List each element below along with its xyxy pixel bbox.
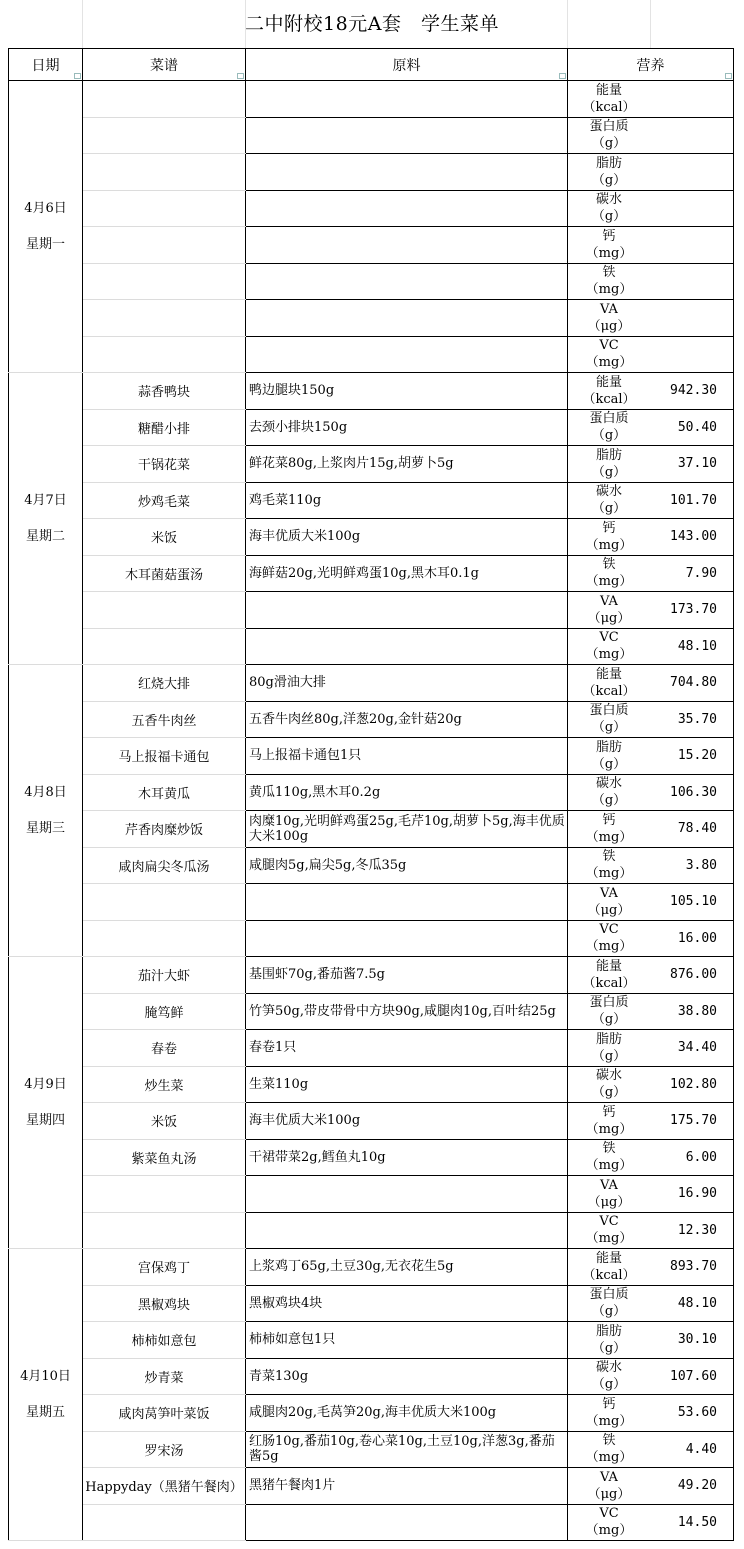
nutrient-value-cell[interactable]: 7.90 [651,555,734,592]
ingredients-cell[interactable] [246,300,568,337]
nutrient-label-cell[interactable]: 钙 （mg） [568,1103,651,1140]
dish-cell[interactable]: 米饭 [83,519,246,556]
table-row [9,519,734,556]
dish-cell[interactable]: 炒青菜 [83,1358,246,1395]
menu-body [9,81,734,1541]
table-row [9,482,734,519]
table-row [9,1395,734,1432]
nutrient-value-cell[interactable]: 15.20 [651,738,734,775]
table-row [9,665,734,702]
table-row [9,263,734,300]
ingredients-cell[interactable] [246,1212,568,1249]
table-row [9,1030,734,1067]
nutrient-label-cell[interactable]: 铁 （mg） [568,1431,651,1468]
date-label: 4月9日 [24,1076,67,1092]
dish-cell[interactable] [83,336,246,373]
nutrient-label-cell[interactable]: 脂肪 （g） [568,446,651,483]
header-ingredients-label: 原料 [392,57,421,74]
nutrient-value-cell[interactable]: 48.10 [651,1285,734,1322]
dish-cell[interactable]: 炒鸡毛菜 [83,482,246,519]
ingredients-cell[interactable]: 马上报福卡通包1只 [246,738,568,775]
table-row [9,1358,734,1395]
ingredients-cell[interactable] [246,117,568,154]
ingredients-cell[interactable] [246,920,568,957]
nutrient-label-cell[interactable]: 铁 （mg） [568,263,651,300]
filter-dropdown-icon[interactable] [725,73,732,79]
nutrient-value-cell[interactable]: 106.30 [651,774,734,811]
weekday-label: 星期三 [25,820,65,836]
nutrient-label-cell[interactable]: 能量 （kcal） [568,957,651,994]
dish-cell[interactable] [83,81,246,118]
nutrient-label-cell[interactable]: 蛋白质 （g） [568,1285,651,1322]
dish-cell[interactable] [83,154,246,191]
ingredients-cell[interactable]: 黑椒鸡块4块 [246,1285,568,1322]
dish-cell[interactable] [83,628,246,665]
nutrient-label-cell[interactable]: 能量 （kcal） [568,665,651,702]
title-row [0,0,744,48]
nutrient-value-cell[interactable]: 16.90 [651,1176,734,1213]
date-label: 4月8日 [24,784,67,800]
nutrient-value-cell[interactable]: 14.50 [651,1504,734,1541]
table-row [9,446,734,483]
nutrient-label-cell[interactable]: 脂肪 （g） [568,738,651,775]
weekday-label: 星期五 [25,1404,65,1420]
dish-cell[interactable] [83,1504,246,1541]
dish-cell[interactable]: 米饭 [83,1103,246,1140]
dish-cell[interactable] [83,592,246,629]
table-row [9,847,734,884]
nutrient-value-cell[interactable] [651,263,734,300]
nutrient-value-cell[interactable]: 173.70 [651,592,734,629]
nutrient-label-cell[interactable]: VA （μg） [568,1176,651,1213]
nutrient-value-cell[interactable]: 48.10 [651,628,734,665]
ingredients-cell[interactable]: 竹笋50g,带皮带骨中方块90g,咸腿肉10g,百叶结25g [246,993,568,1030]
nutrient-label-cell[interactable]: VC （mg） [568,1212,651,1249]
nutrient-label-cell[interactable]: 碳水 （g） [568,482,651,519]
nutrient-value-cell[interactable]: 107.60 [651,1358,734,1395]
ingredients-cell[interactable]: 80g滑油大排 [246,665,568,702]
ingredients-cell[interactable]: 春卷1只 [246,1030,568,1067]
table-row [9,409,734,446]
table-row [9,227,734,264]
dish-cell[interactable]: 咸肉扁尖冬瓜汤 [83,847,246,884]
header-date-label: 日期 [31,57,60,74]
ingredients-cell[interactable]: 五香牛肉丝80g,洋葱20g,金针菇20g [246,701,568,738]
table-row [9,1249,734,1286]
dish-cell[interactable] [83,1176,246,1213]
weekday-label: 星期四 [25,1112,65,1128]
nutrient-label-cell[interactable]: VA （μg） [568,1468,651,1505]
table-row [9,993,734,1030]
date-cell[interactable] [9,81,83,373]
page-title: 二中附校18元A套 学生菜单 [245,13,499,35]
nutrient-value-cell[interactable]: 38.80 [651,993,734,1030]
header-date[interactable] [9,49,83,81]
ingredients-cell[interactable]: 鸡毛菜110g [246,482,568,519]
nutrient-value-cell[interactable]: 30.10 [651,1322,734,1359]
nutrient-label-cell[interactable]: 蛋白质 （g） [568,993,651,1030]
dish-cell[interactable]: 茄汁大虾 [83,957,246,994]
nutrient-label-cell[interactable]: 铁 （mg） [568,1139,651,1176]
filter-dropdown-icon[interactable] [237,73,244,79]
header-dishes[interactable] [83,49,246,81]
nutrient-value-cell[interactable] [651,336,734,373]
dish-cell[interactable] [83,884,246,921]
ingredients-cell[interactable] [246,227,568,264]
dish-cell[interactable]: 木耳黄瓜 [83,774,246,811]
ingredients-cell[interactable] [246,263,568,300]
ingredients-cell[interactable]: 基围虾70g,番茄酱7.5g [246,957,568,994]
table-row [9,738,734,775]
ingredients-cell[interactable]: 青菜130g [246,1358,568,1395]
ingredients-cell[interactable] [246,190,568,227]
ingredients-cell[interactable]: 黑猪午餐肉1片 [246,1468,568,1505]
table-row [9,373,734,410]
nutrient-label-cell[interactable]: 碳水 （g） [568,1066,651,1103]
dish-cell[interactable]: 红烧大排 [83,665,246,702]
nutrient-value-cell[interactable] [651,190,734,227]
table-row [9,1176,734,1213]
nutrient-label-cell[interactable]: VC （mg） [568,920,651,957]
dish-cell[interactable]: 蒜香鸭块 [83,373,246,410]
date-cell[interactable] [9,373,83,665]
dish-cell[interactable]: 五香牛肉丝 [83,701,246,738]
nutrient-label-cell[interactable]: 钙 （mg） [568,227,651,264]
table-row [9,1468,734,1505]
nutrient-label-cell[interactable]: 能量 （kcal） [568,1249,651,1286]
table-row [9,336,734,373]
ingredients-cell[interactable]: 海鲜菇20g,光明鲜鸡蛋10g,黑木耳0.1g [246,555,568,592]
nutrient-label-cell[interactable]: 脂肪 （g） [568,1322,651,1359]
nutrient-label-cell[interactable]: 能量 （kcal） [568,81,651,118]
date-cell[interactable] [9,957,83,1249]
nutrient-value-cell[interactable]: 78.40 [651,811,734,848]
nutrient-value-cell[interactable]: 6.00 [651,1139,734,1176]
ingredients-cell[interactable]: 咸腿肉5g,扁尖5g,冬瓜35g [246,847,568,884]
table-row [9,920,734,957]
dish-cell[interactable]: 紫菜鱼丸汤 [83,1139,246,1176]
header-nutrition[interactable] [568,49,734,81]
nutrient-label-cell[interactable]: 碳水 （g） [568,190,651,227]
header-row [9,49,734,81]
nutrient-value-cell[interactable]: 143.00 [651,519,734,556]
nutrient-label-cell[interactable]: VC （mg） [568,336,651,373]
nutrient-value-cell[interactable]: 4.40 [651,1431,734,1468]
table-row [9,957,734,994]
filter-dropdown-icon[interactable] [74,73,81,79]
dish-cell[interactable]: 柿柿如意包 [83,1322,246,1359]
dish-cell[interactable]: 春卷 [83,1030,246,1067]
nutrient-value-cell[interactable] [651,117,734,154]
dish-cell[interactable]: 罗宋汤 [83,1431,246,1468]
date-label: 4月10日 [20,1368,71,1384]
nutrient-label-cell[interactable]: 铁 （mg） [568,555,651,592]
header-ingredients[interactable] [246,49,568,81]
dish-cell[interactable]: Happyday（黑猪午餐肉） [83,1468,246,1505]
ingredients-cell[interactable] [246,1176,568,1213]
table-row [9,1103,734,1140]
dish-cell[interactable] [83,190,246,227]
nutrient-value-cell[interactable]: 34.40 [651,1030,734,1067]
table-row [9,117,734,154]
weekday-label: 星期一 [25,236,65,252]
table-row [9,81,734,118]
ingredients-cell[interactable] [246,336,568,373]
table-row [9,701,734,738]
dish-cell[interactable] [83,300,246,337]
nutrient-label-cell[interactable]: 蛋白质 （g） [568,701,651,738]
date-label: 4月6日 [24,200,67,216]
table-row [9,300,734,337]
header-dishes-label: 菜谱 [150,57,178,74]
nutrient-value-cell[interactable]: 102.80 [651,1066,734,1103]
ingredients-cell[interactable]: 海丰优质大米100g [246,519,568,556]
dish-cell[interactable] [83,117,246,154]
table-row [9,1066,734,1103]
date-cell[interactable] [9,1249,83,1541]
table-row [9,628,734,665]
nutrient-value-cell[interactable] [651,81,734,118]
ingredients-cell[interactable] [246,81,568,118]
table-row [9,1212,734,1249]
ingredients-cell[interactable]: 鲜花菜80g,上浆肉片15g,胡萝卜5g [246,446,568,483]
table-row [9,1322,734,1359]
nutrient-value-cell[interactable] [651,227,734,264]
ingredients-cell[interactable]: 上浆鸡丁65g,土豆30g,无衣花生5g [246,1249,568,1286]
nutrient-value-cell[interactable]: 35.70 [651,701,734,738]
dish-cell[interactable]: 黑椒鸡块 [83,1285,246,1322]
dish-cell[interactable]: 宫保鸡丁 [83,1249,246,1286]
dish-cell[interactable]: 木耳菌菇蛋汤 [83,555,246,592]
nutrient-value-cell[interactable]: 101.70 [651,482,734,519]
nutrient-label-cell[interactable]: 钙 （mg） [568,1395,651,1432]
table-row [9,774,734,811]
nutrient-value-cell[interactable]: 105.10 [651,884,734,921]
table-row [9,1139,734,1176]
ingredients-cell[interactable] [246,592,568,629]
table-row [9,1431,734,1468]
nutrient-label-cell[interactable]: 脂肪 （g） [568,1030,651,1067]
ingredients-cell[interactable]: 柿柿如意包1只 [246,1322,568,1359]
table-row [9,1285,734,1322]
date-cell[interactable] [9,665,83,957]
ingredients-cell[interactable] [246,884,568,921]
nutrient-label-cell[interactable]: 碳水 （g） [568,1358,651,1395]
ingredients-cell[interactable]: 肉糜10g,光明鲜鸡蛋25g,毛芹10g,胡萝卜5g,海丰优质大米100g [246,811,568,848]
dish-cell[interactable]: 糖醋小排 [83,409,246,446]
header-nutrition-label: 营养 [636,57,665,74]
nutrient-value-cell[interactable]: 876.00 [651,957,734,994]
ingredients-cell[interactable]: 红肠10g,番茄10g,卷心菜10g,土豆10g,洋葱3g,番茄酱5g [246,1431,568,1468]
date-label: 4月7日 [24,492,67,508]
nutrient-value-cell[interactable]: 49.20 [651,1468,734,1505]
nutrient-value-cell[interactable]: 175.70 [651,1103,734,1140]
dish-cell[interactable]: 咸肉莴笋叶菜饭 [83,1395,246,1432]
nutrient-value-cell[interactable] [651,300,734,337]
nutrient-label-cell[interactable]: VA （μg） [568,300,651,337]
ingredients-cell[interactable]: 鸭边腿块150g [246,373,568,410]
nutrient-label-cell[interactable]: VC （mg） [568,1504,651,1541]
dish-cell[interactable] [83,1212,246,1249]
nutrient-label-cell[interactable]: 脂肪 （g） [568,154,651,191]
nutrient-value-cell[interactable]: 53.60 [651,1395,734,1432]
nutrient-label-cell[interactable]: VA （μg） [568,884,651,921]
ingredients-cell[interactable] [246,1504,568,1541]
ingredients-cell[interactable]: 咸腿肉20g,毛莴笋20g,海丰优质大米100g [246,1395,568,1432]
nutrient-value-cell[interactable]: 16.00 [651,920,734,957]
nutrient-label-cell[interactable]: 钙 （mg） [568,519,651,556]
weekday-label: 星期二 [25,528,65,544]
dish-cell[interactable] [83,227,246,264]
ingredients-cell[interactable]: 生菜110g [246,1066,568,1103]
nutrient-label-cell[interactable]: 铁 （mg） [568,847,651,884]
table-row [9,592,734,629]
table-row [9,555,734,592]
ingredients-cell[interactable]: 黄瓜110g,黑木耳0.2g [246,774,568,811]
ingredients-cell[interactable]: 去颈小排块150g [246,409,568,446]
nutrient-value-cell[interactable]: 704.80 [651,665,734,702]
dish-cell[interactable]: 马上报福卡通包 [83,738,246,775]
ingredients-cell[interactable] [246,154,568,191]
nutrient-label-cell[interactable]: 蛋白质 （g） [568,117,651,154]
table-row [9,811,734,848]
nutrient-value-cell[interactable]: 942.30 [651,373,734,410]
nutrient-label-cell[interactable]: VC （mg） [568,628,651,665]
nutrient-value-cell[interactable]: 893.70 [651,1249,734,1286]
nutrient-label-cell[interactable]: VA （μg） [568,592,651,629]
nutrient-value-cell[interactable]: 12.30 [651,1212,734,1249]
nutrient-label-cell[interactable]: 蛋白质 （g） [568,409,651,446]
nutrient-label-cell[interactable]: 碳水 （g） [568,774,651,811]
nutrient-value-cell[interactable]: 50.40 [651,409,734,446]
nutrient-value-cell[interactable]: 3.80 [651,847,734,884]
ingredients-cell[interactable]: 干裙带菜2g,鳕鱼丸10g [246,1139,568,1176]
nutrient-label-cell[interactable]: 钙 （mg） [568,811,651,848]
table-row [9,154,734,191]
dish-cell[interactable]: 芹香肉糜炒饭 [83,811,246,848]
nutrient-value-cell[interactable]: 37.10 [651,446,734,483]
dish-cell[interactable]: 干锅花菜 [83,446,246,483]
ingredients-cell[interactable] [246,628,568,665]
table-row [9,884,734,921]
table-row [9,190,734,227]
table-row [9,1504,734,1541]
dish-cell[interactable]: 腌笃鲜 [83,993,246,1030]
filter-dropdown-icon[interactable] [559,73,566,79]
nutrient-label-cell[interactable]: 能量 （kcal） [568,373,651,410]
dish-cell[interactable] [83,263,246,300]
dish-cell[interactable]: 炒生菜 [83,1066,246,1103]
nutrient-value-cell[interactable] [651,154,734,191]
dish-cell[interactable] [83,920,246,957]
ingredients-cell[interactable]: 海丰优质大米100g [246,1103,568,1140]
menu-table [8,48,734,1541]
